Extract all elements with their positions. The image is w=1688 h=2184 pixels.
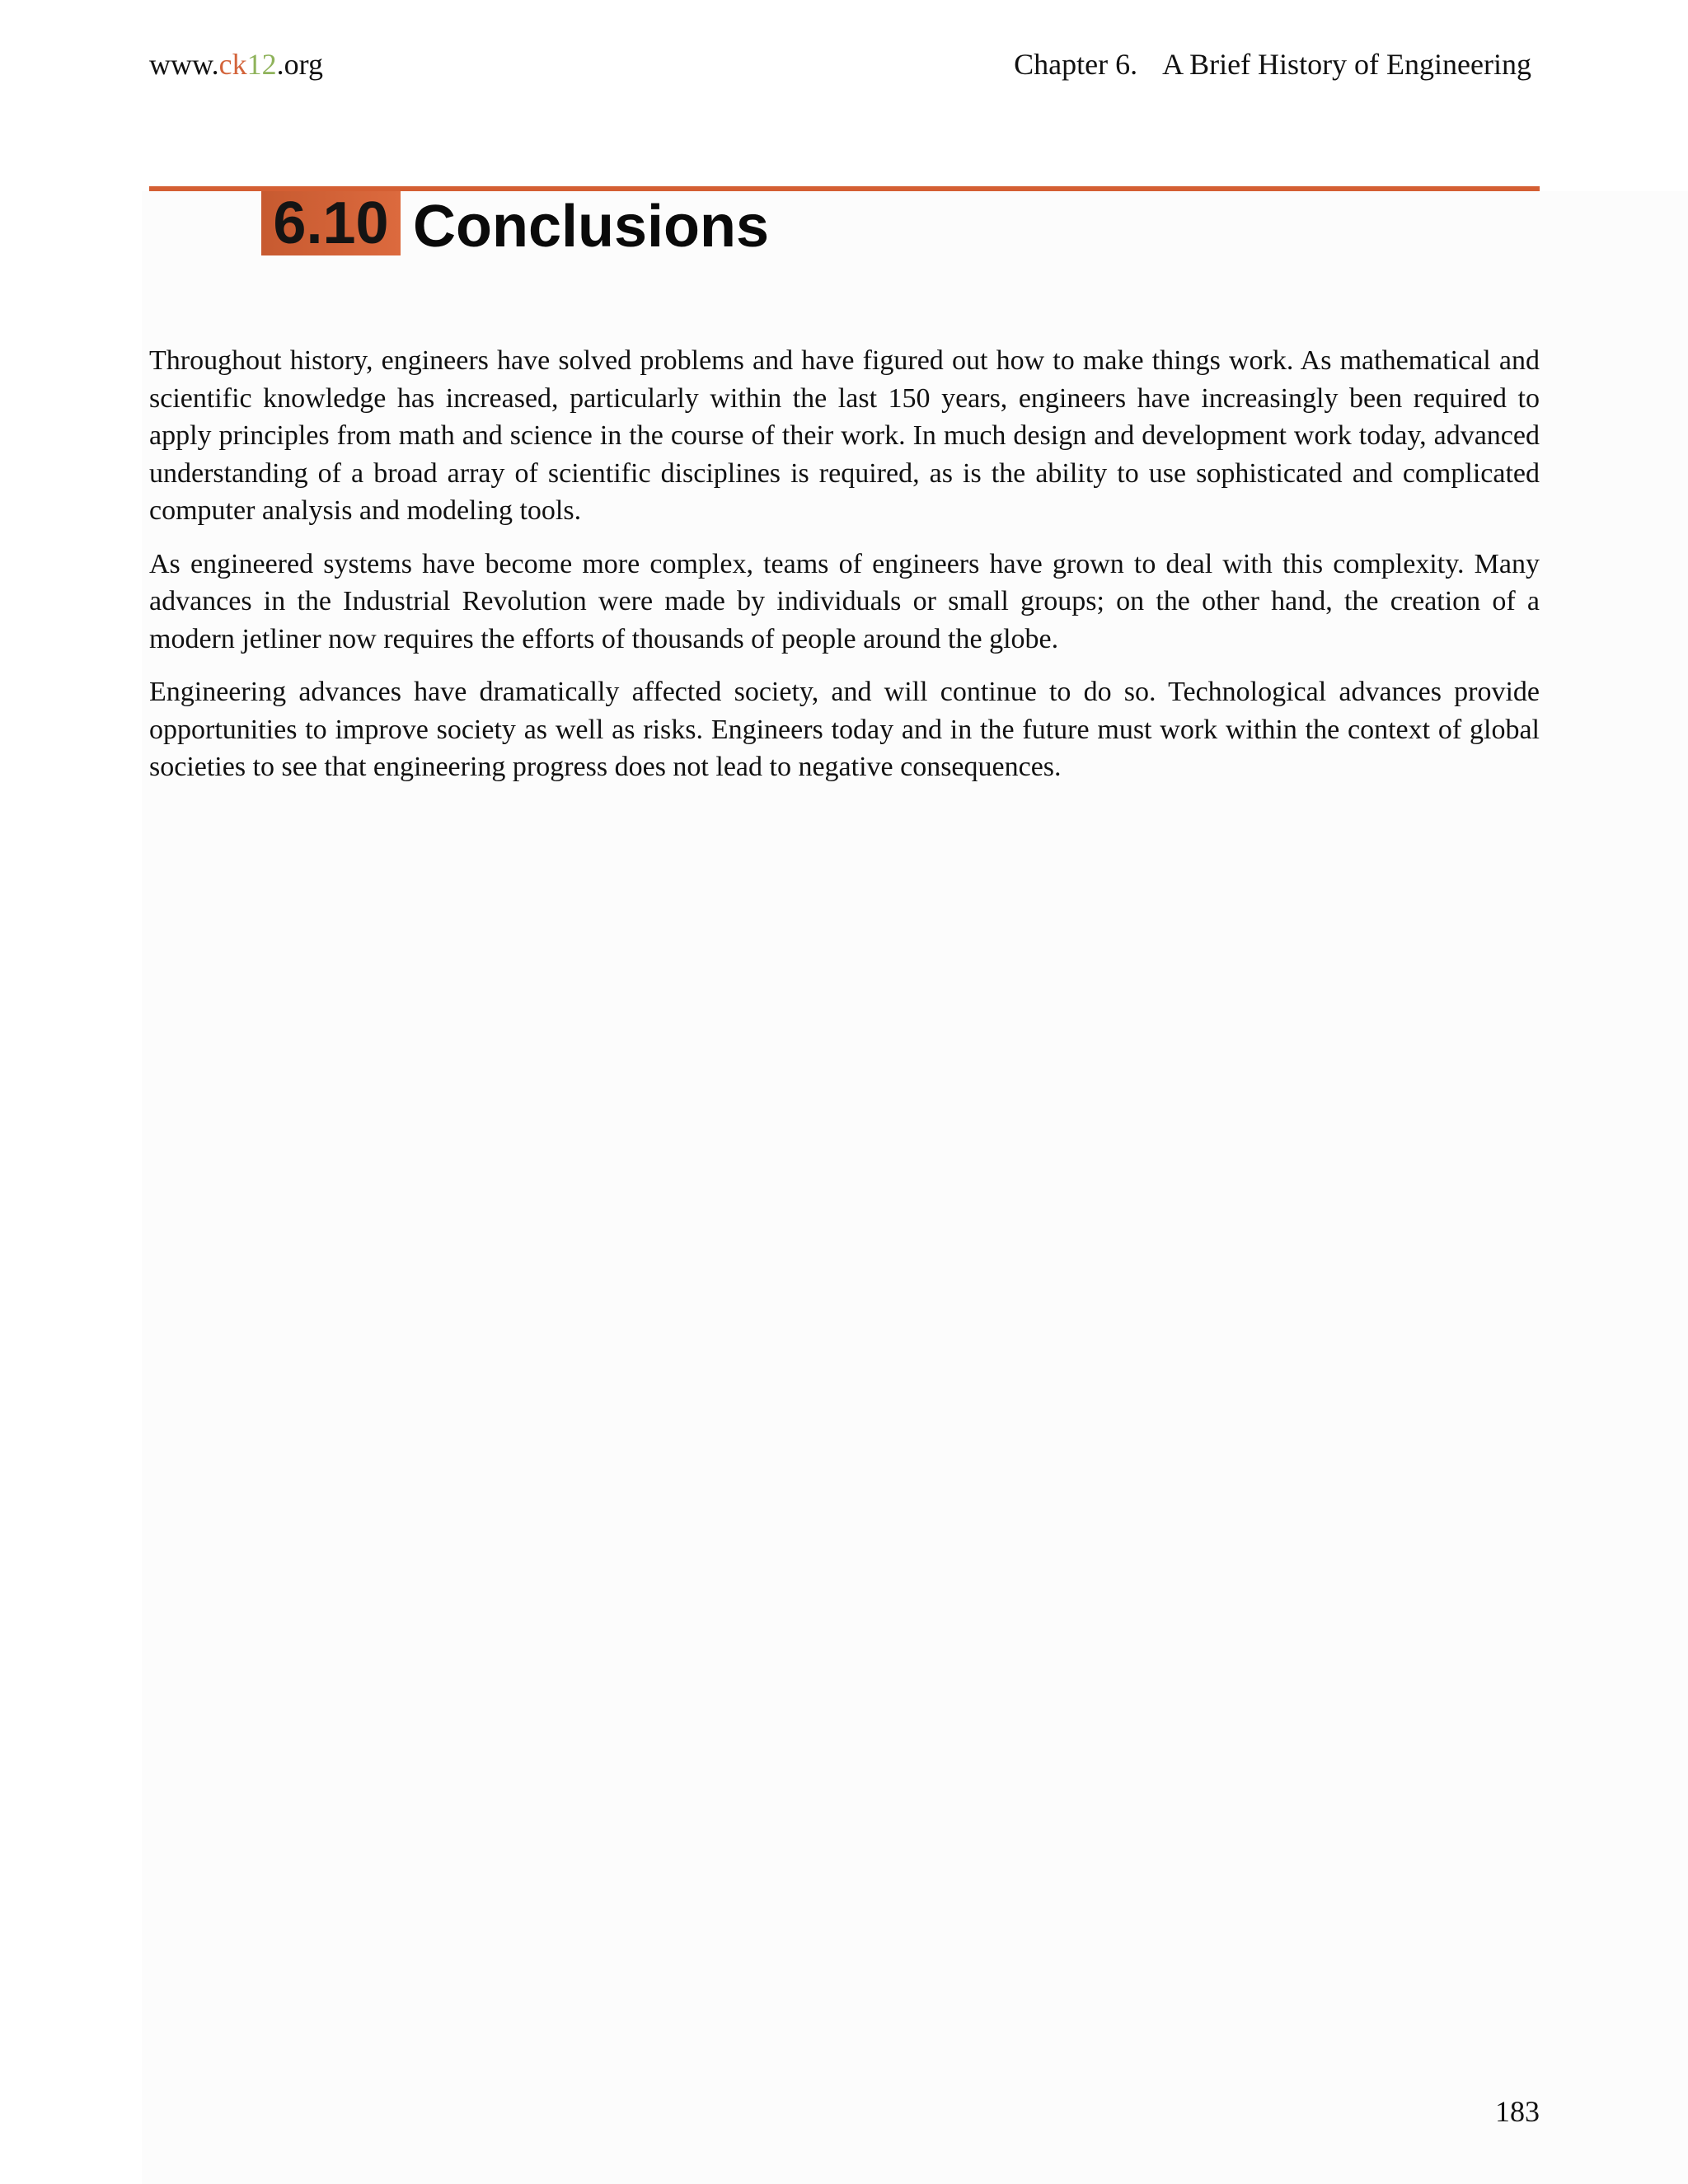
paragraph: As engineered systems have become more complex, teams of engineers have grown to deal with this complexity. Many advances in the Industrial Revolution were made by individuals or small groups; on the other hand, the creation of a modern jetliner now requires the efforts of thousands of people around the globe. [149, 548, 1540, 654]
chapter-label: Chapter 6. [1014, 48, 1138, 81]
site-url-12: 12 [246, 48, 277, 81]
running-header [1014, 46, 1531, 82]
paragraph: Engineering advances have dramatically affected society, and will continue to do so. Technological advances provide opportunities to improve society as well as risks. Engineers today and in the future must work within the context of global societies to see that engineering progress does not lead to negative consequences. [149, 677, 1540, 782]
section-number: 6.10 [273, 190, 389, 256]
site-url-suffix: .org [276, 48, 323, 81]
chapter-title: A Brief History of Engineering [1162, 48, 1531, 81]
page-number: 183 [1495, 2095, 1540, 2128]
paragraph: Throughout history, engineers have solved problems and have figured out how to make things work. As mathematical and scientific knowledge has increased, particularly within the last 150 years, engineers have increasingly been required to apply principles from math and science in the course of their work. In much design and development work today, advanced understanding of a broad array of scientific disciplines is required, as is the ability to use sophisticated and complicated computer analysis and modeling tools. [149, 345, 1540, 526]
site-url-ck: ck [218, 48, 247, 81]
section-title: Conclusions [413, 194, 770, 260]
site-url-prefix: www. [149, 48, 219, 81]
site-url[interactable] [149, 46, 323, 82]
body-text [149, 342, 1540, 802]
